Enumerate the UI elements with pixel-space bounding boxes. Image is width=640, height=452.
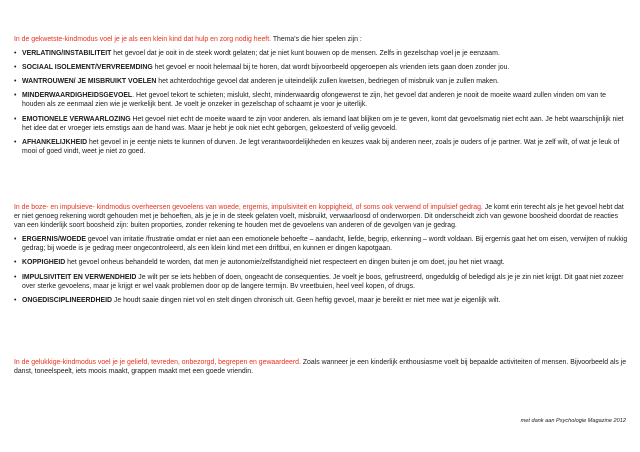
theme-description: Je wilt per se iets hebben of doen, ongeacht de consequenties. Je voelt je boos, gefrustreerd, ongeduldig of beledigd als je je zin niet krijgt. Dit gaat niet zozeer over sterke gevoelens, maar je krijgt er wel vaak problemen door op de langere termijn. Bv vreetbuien, heel veel kopen, of drugs. [22,273,624,290]
theme-description: Je houdt saaie dingen niet vol en stelt dingen chronisch uit. Geen heftig gevoel, maar je bereikt er niet mee wat je eigenlijk wilt. [111,296,501,304]
theme-description: het gevoel er nooit helemaal bij te horen, dat wordt bijvoorbeeld opgeroepen als vrienden iets gaan doen zonder jou. [152,64,510,72]
section-hurt-child-mode [14,35,630,156]
theme-list [14,49,630,156]
bullet-icon: • [14,296,17,304]
section-intro [14,203,630,230]
intro-text: Thema's die hier spelen zijn : [271,36,362,43]
list-item [14,49,630,58]
intro-text: Je komt erin terecht als je het gevoel hebt dat er niet genoeg rekening wordt gehouden met je behoeften, als je je in de steek gelaten voelt, misbruikt, verwaarloosd of onderworpen. Dit onderscheidt zich van gewone boosheid doordat de reacties van een kinderlijk soort boosheid zijn: buiten proporties, zonder rekening te houden met de gevoelens van anderen of de gevolgen van je gedrag. [14,204,624,230]
list-item [14,91,630,109]
bullet-icon: • [14,115,17,123]
theme-description: gevoel van irritatie /frustratie omdat er niet aan een emotionele behoefte – aandacht, liefde, begrip, erkenning – wordt voldaan. Bij ergernis gaat het om eisen, verwijten of nukkig gedrag; bij woede is je gedrag meer ongecontroleerd, als een klein kind met een driftbui, en kunnen er dingen kapotgaan. [22,236,628,253]
theme-description: . Het gevoel tekort te schieten; mislukt, slecht, minderwaardig ofongewenst te zijn, het gevoel dat anderen je nooit de moeite waard zullen vinden om van te houden als ze eenmaal zien wie je werkelijk bent. Je voelt je onzeker in gezelschap of schaamt je voor je uiterlijk. [22,92,606,109]
theme-term: SOCIAAL ISOLEMENT/VERVREEMDING [22,64,153,72]
bullet-icon: • [14,273,17,281]
bullet-icon: • [14,50,17,58]
section-intro [14,35,630,44]
list-item [14,138,630,156]
intro-highlight: In de gelukkige-kindmodus voel je je geliefd, tevreden, onbezorgd, begrepen en gewaardeerd. [14,359,301,366]
source-credit: met dank aan Psychologie Magazine 2012 [520,418,626,424]
theme-term: EMOTIONELE VERWAARLOZING [22,115,131,123]
list-item [14,235,630,253]
theme-description: het gevoel in je eentje niets te kunnen of durven. Je legt verantwoordelijkheden en keuzes vaak bij anderen neer, zoals je ouders of je partner. Wat je zelf wilt, of wat je leuk of mooi of goed vindt, weet je niet zo goed. [22,138,620,155]
list-item [14,115,630,133]
list-item [14,258,630,267]
theme-term: ERGERNIS/WOEDE [22,236,86,244]
bullet-icon: • [14,92,17,100]
theme-term: AFHANKELIJKHEID [22,138,88,146]
theme-list [14,235,630,305]
bullet-icon: • [14,138,17,146]
theme-description: Het gevoel niet echt de moeite waard te zijn voor anderen. als iemand laat blijken om je te geven, komt dat gevoelsmatig niet echt aan. Je hebt waarschijnlijk niet het idee dat er vroeger iets ernstigs aan de hand was. Maar je hebt je ook niet echt geborgen, gekoesterd of veilig gevoeld. [22,115,624,132]
theme-description: het gevoel dat je ooit in de steek wordt gelaten; dat je niet kunt bouwen op de mensen. Zelfs in gezelschap voel je je eenzaam. [111,50,500,58]
section-intro [14,358,630,376]
bullet-icon: • [14,259,17,267]
list-item [14,273,630,291]
theme-term: MINDERWAARDIGHEIDSGEVOEL [22,92,133,100]
section-happy-child-mode [14,358,630,376]
theme-term: ONGEDISCIPLINEERDHEID [22,296,112,304]
intro-highlight: In de gekwetste-kindmodus voel je je als een klein kind dat hulp en zorg nodig heeft. [14,36,272,43]
intro-highlight: In de boze- en impulsieve- kindmodus overheersen gevoelens van woede, ergernis, impulsiviteit en koppigheid, of soms ook verwend of impulsief gedrag. [14,204,483,211]
theme-description: het achterdochtige gevoel dat anderen je uiteindelijk zullen kwetsen, bedriegen of misbruik van je zullen maken. [156,78,499,86]
theme-term: WANTROUWEN/ JE MISBRUIKT VOELEN [22,78,157,86]
intro-text: Zoals wanneer je een kinderlijk enthousiasme voelt bij bepaalde activiteiten of mensen. Bijvoorbeeld als je danst, toneelspeelt, iets moois maakt, grappen maakt met een goede vriendin. [14,359,627,376]
section-angry-child-mode [14,203,630,305]
theme-description: het gevoel onheus behandeld te worden, dat men je autonomie/zelfstandigheid niet respecteert en dingen buiten je om doet, jou het niet vraagt. [65,259,505,267]
theme-term: VERLATING/INSTABILITEIT [22,50,112,58]
list-item [14,296,630,305]
list-item [14,77,630,86]
theme-term: IMPULSIVITEIT EN VERWENDHEID [22,273,137,281]
bullet-icon: • [14,236,17,244]
list-item [14,63,630,72]
theme-term: KOPPIGHEID [22,259,66,267]
bullet-icon: • [14,64,17,72]
bullet-icon: • [14,78,17,86]
